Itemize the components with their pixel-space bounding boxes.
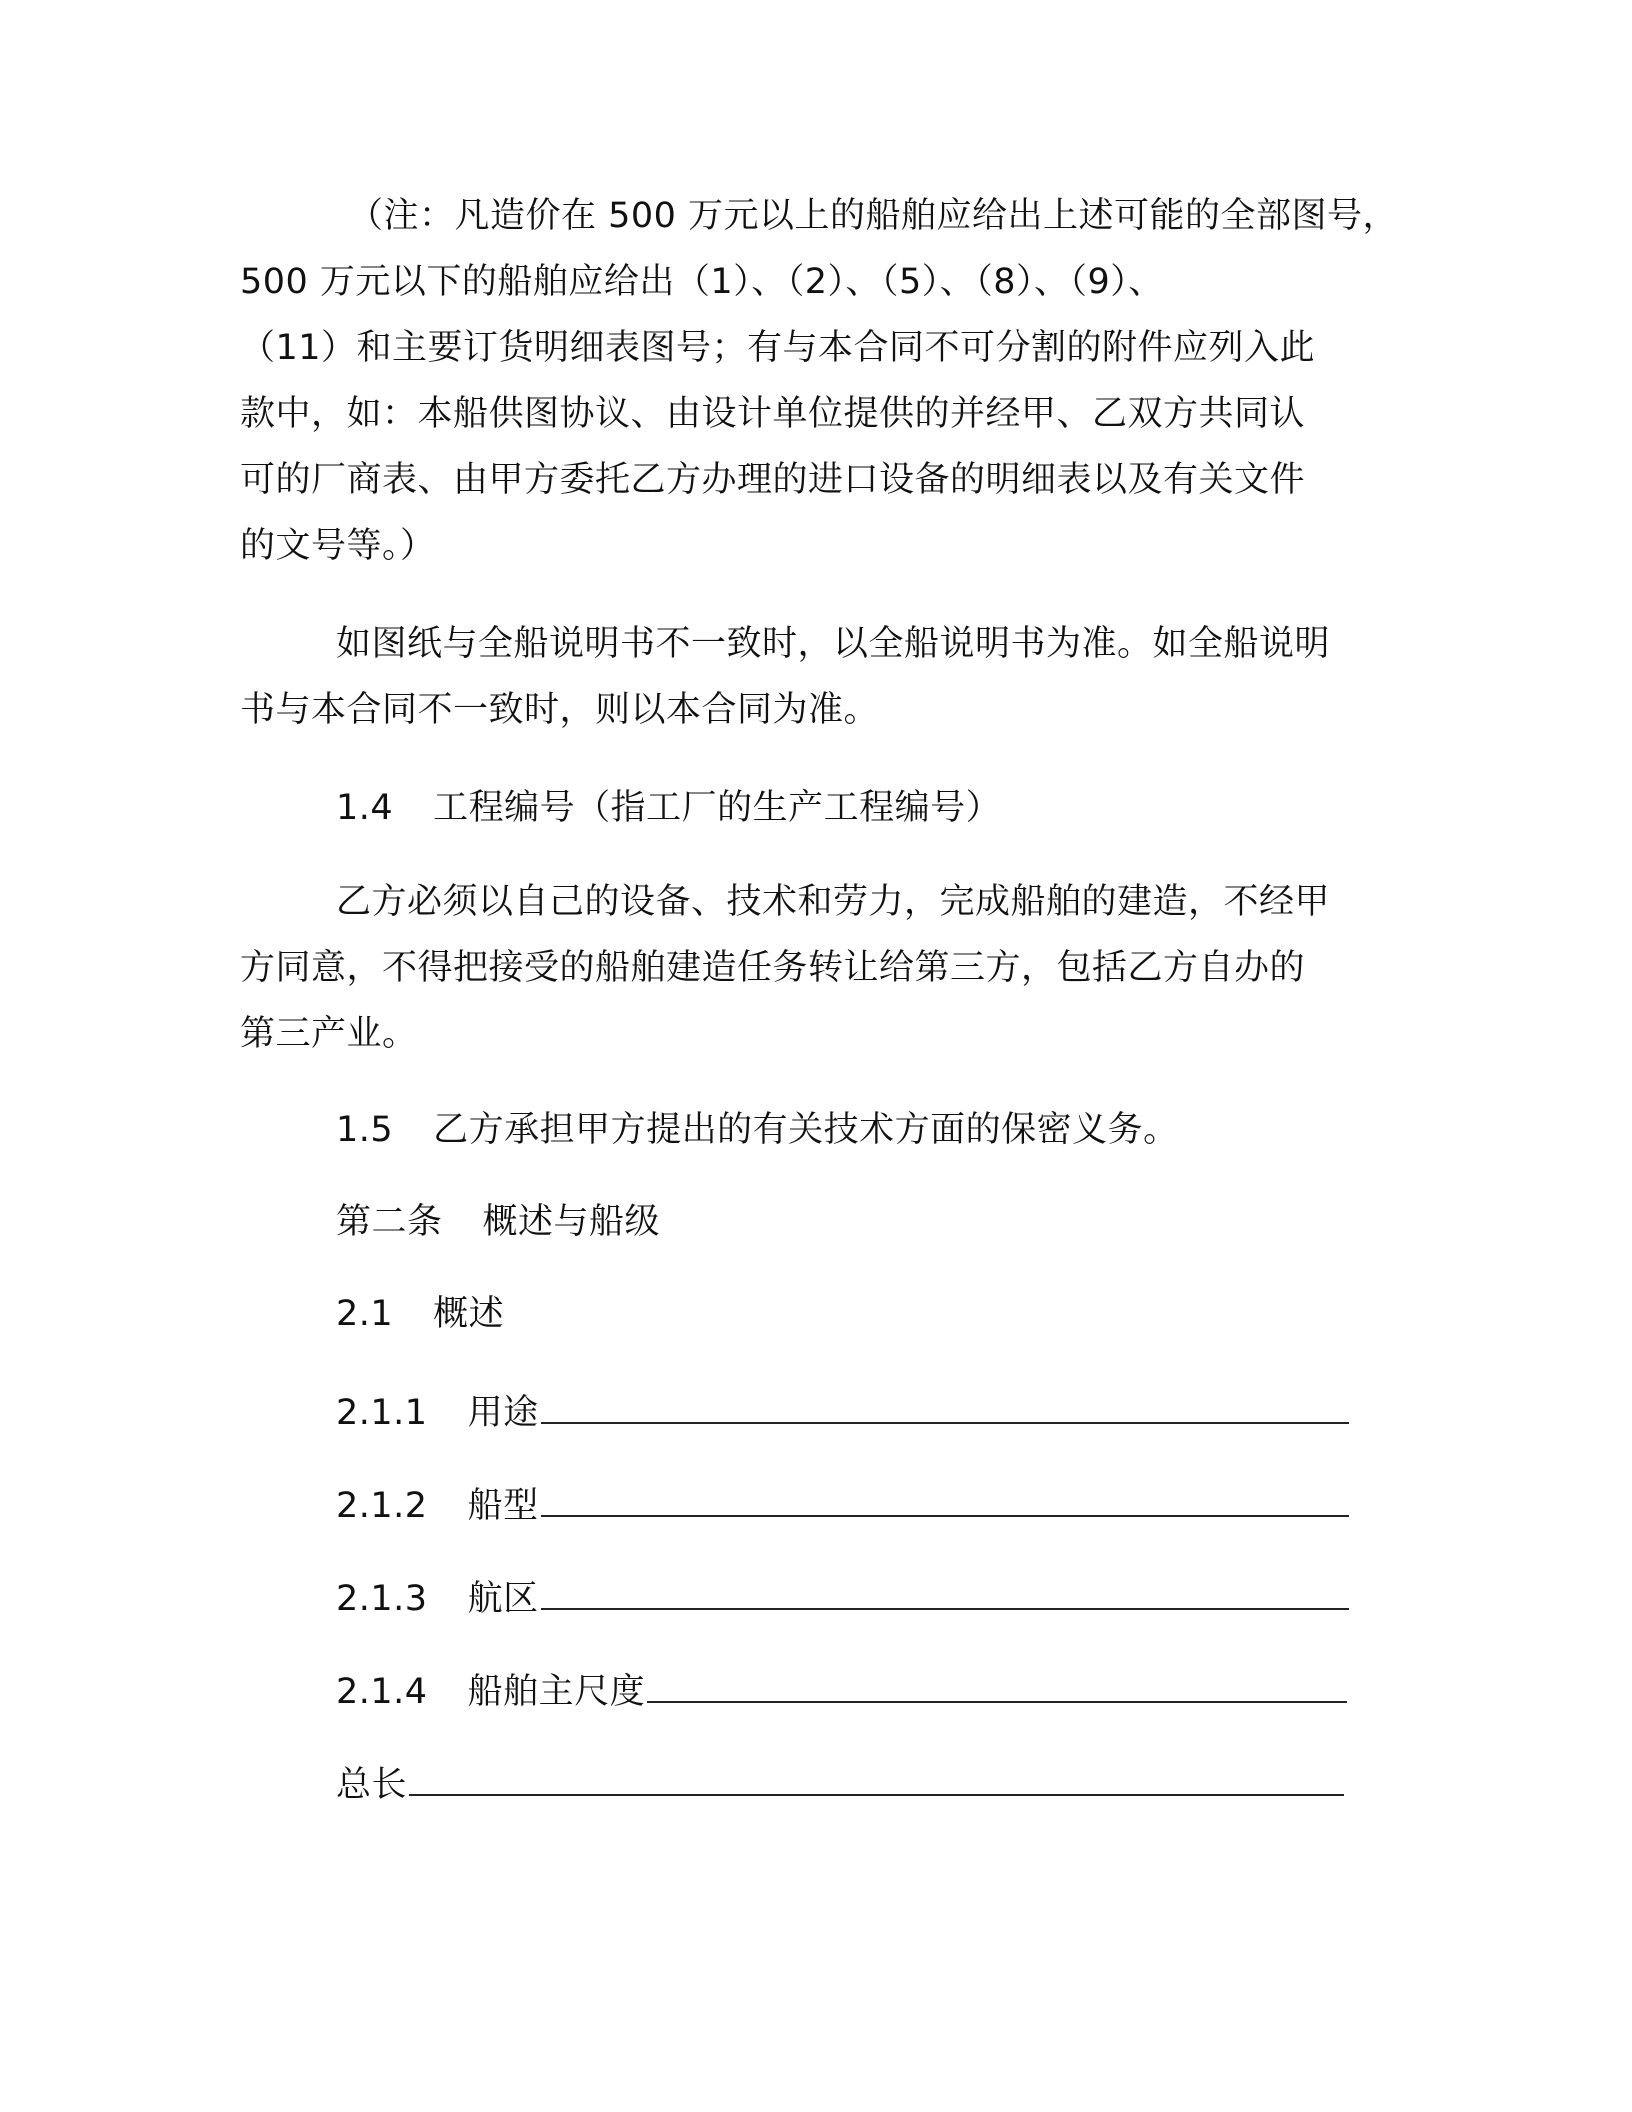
note-line-4: 款中，如：本船供图协议、由设计单位提供的并经甲、乙双方共同认 xyxy=(240,394,1306,434)
article-2-title: 概述与船级 xyxy=(482,1202,661,1242)
article-2-heading xyxy=(336,1200,660,1244)
field-main-dimensions-label: 船舶主尺度 xyxy=(467,1672,646,1712)
field-purpose-label: 用途 xyxy=(467,1393,539,1433)
section-1-5-text: 乙方承担甲方提出的有关技术方面的保密义务。 xyxy=(433,1110,1179,1150)
field-ship-type-blank[interactable] xyxy=(541,1479,1349,1517)
field-purpose-number: 2.1.1 xyxy=(336,1393,428,1433)
field-main-dimensions-blank[interactable] xyxy=(647,1665,1347,1703)
note-line-3: （11）和主要订货明细表图号；有与本合同不可分割的附件应列入此 xyxy=(240,328,1316,368)
section-2-1-title: 概述 xyxy=(433,1294,505,1334)
field-navigation-area-blank[interactable] xyxy=(541,1572,1349,1610)
obligation-line-3: 第三产业。 xyxy=(240,1014,418,1054)
section-2-1 xyxy=(336,1292,504,1336)
field-main-dimensions xyxy=(336,1665,1347,1714)
note-line-2: 500 万元以下的船舶应给出（1）、（2）、（5）、（8）、（9）、 xyxy=(240,262,1164,302)
section-1-5 xyxy=(336,1108,1179,1152)
field-ship-type-label: 船型 xyxy=(467,1486,539,1526)
note-line-5: 可的厂商表、由甲方委托乙方办理的进口设备的明细表以及有关文件 xyxy=(240,460,1306,500)
section-1-5-number: 1.5 xyxy=(336,1110,394,1150)
obligation-line-1: 乙方必须以自己的设备、技术和劳力，完成船舶的建造，不经甲 xyxy=(336,882,1331,922)
field-total-length-blank[interactable] xyxy=(409,1758,1344,1796)
field-ship-type-number: 2.1.2 xyxy=(336,1486,428,1526)
field-navigation-area xyxy=(336,1572,1349,1621)
note-line-6: 的文号等。） xyxy=(240,526,436,566)
field-purpose-blank[interactable] xyxy=(541,1386,1349,1424)
precedence-line-1: 如图纸与全船说明书不一致时，以全船说明书为准。如全船说明 xyxy=(336,624,1331,664)
note-line-1: （注：凡造价在 500 万元以上的船舶应给出上述可能的全部图号， xyxy=(348,196,1399,236)
field-total-length-label: 总长 xyxy=(336,1765,408,1805)
field-total-length xyxy=(336,1758,1344,1807)
section-1-4 xyxy=(336,786,1001,830)
field-navigation-area-label: 航区 xyxy=(467,1579,539,1619)
field-ship-type xyxy=(336,1479,1349,1528)
section-2-1-number: 2.1 xyxy=(336,1294,394,1334)
precedence-line-2: 书与本合同不一致时，则以本合同为准。 xyxy=(240,690,880,730)
section-1-4-number: 1.4 xyxy=(336,788,394,828)
article-2-number: 第二条 xyxy=(336,1202,443,1242)
field-navigation-area-number: 2.1.3 xyxy=(336,1579,428,1619)
obligation-line-2: 方同意，不得把接受的船舶建造任务转让给第三方，包括乙方自办的 xyxy=(240,948,1306,988)
field-purpose xyxy=(336,1386,1349,1435)
field-main-dimensions-number: 2.1.4 xyxy=(336,1672,428,1712)
section-1-4-text: 工程编号（指工厂的生产工程编号） xyxy=(433,788,1002,828)
